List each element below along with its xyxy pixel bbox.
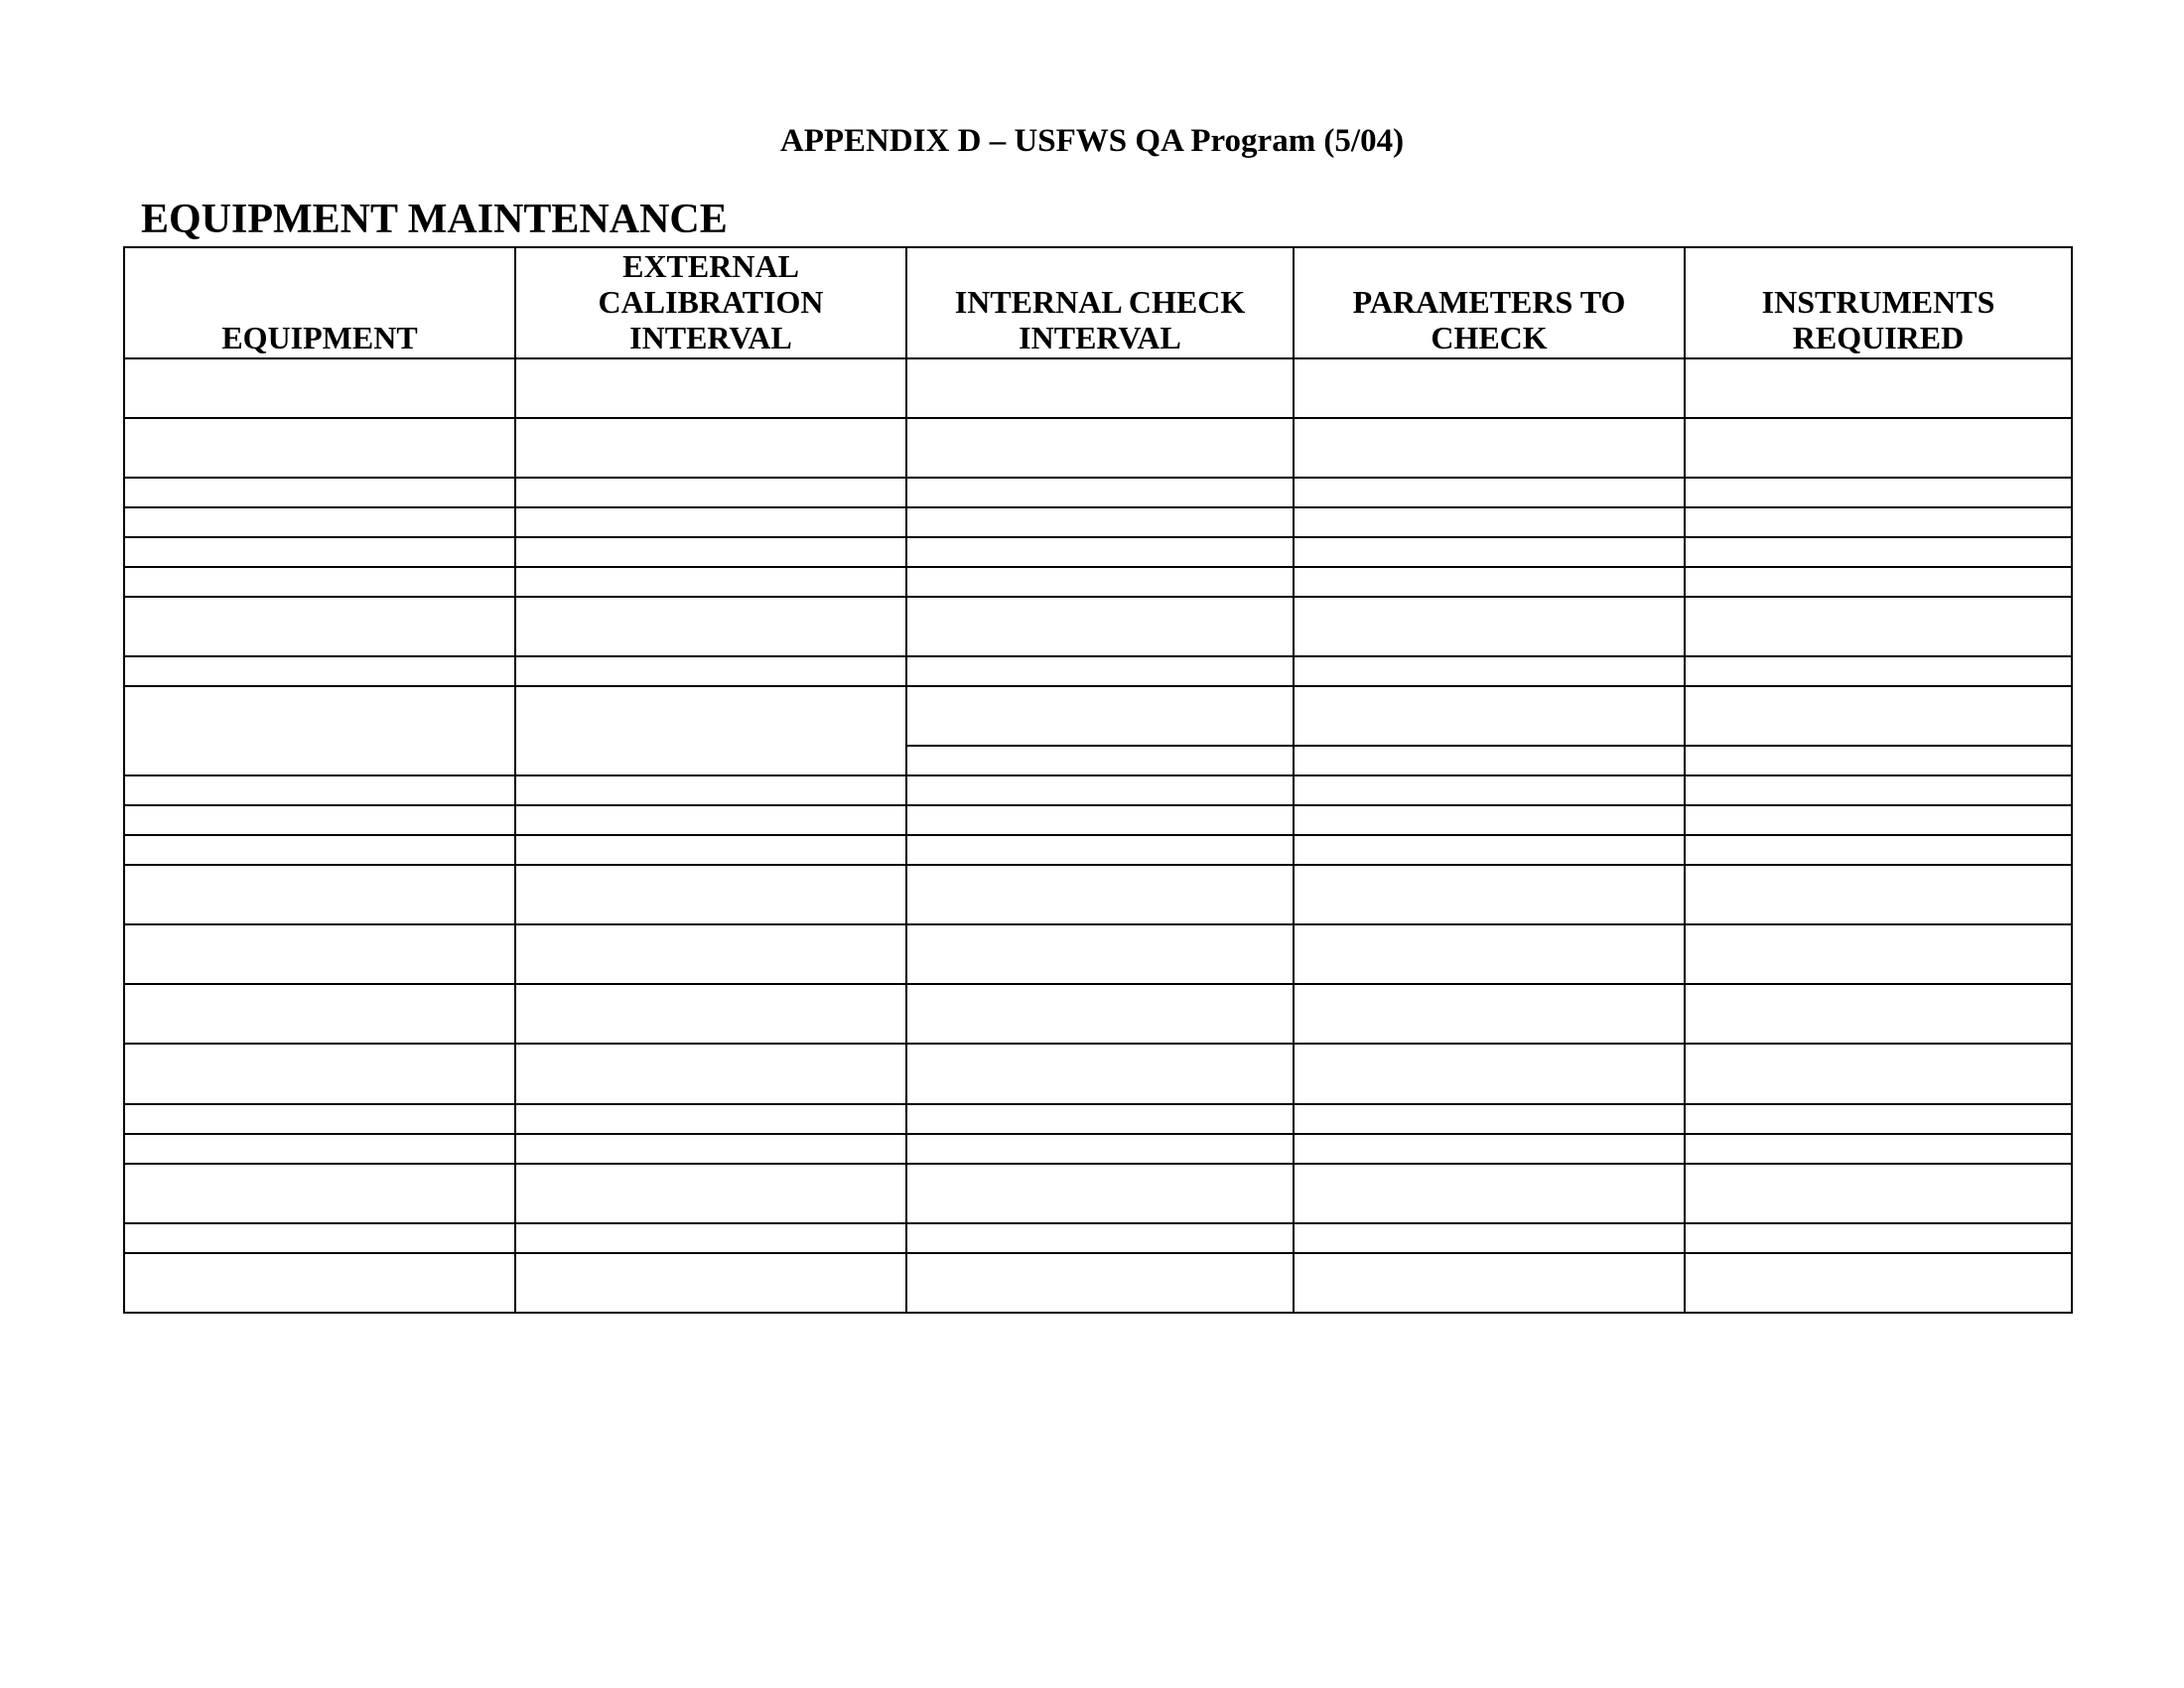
table-cell[interactable] [124, 478, 515, 507]
table-cell[interactable] [906, 1253, 1294, 1313]
table-row [124, 984, 2072, 1044]
table-cell[interactable] [906, 537, 1294, 567]
table-cell[interactable] [1294, 567, 1685, 597]
table-cell[interactable] [515, 478, 906, 507]
table-cell[interactable] [1685, 597, 2072, 656]
column-header-internal-check-interval: INTERNAL CHECK INTERVAL [906, 247, 1294, 358]
table-cell[interactable] [906, 1223, 1294, 1253]
table-row [124, 805, 2072, 835]
table-cell[interactable] [124, 924, 515, 984]
table-cell[interactable] [906, 805, 1294, 835]
table-cell[interactable] [906, 686, 1294, 746]
table-cell[interactable] [124, 358, 515, 418]
table-cell[interactable] [124, 567, 515, 597]
table-cell[interactable] [1294, 507, 1685, 537]
table-cell[interactable] [515, 1253, 906, 1313]
table-cell[interactable] [906, 1134, 1294, 1164]
page-header: APPENDIX D – USFWS QA Program (5/04) [779, 123, 1405, 159]
table-cell[interactable] [515, 1044, 906, 1104]
table-cell[interactable] [124, 1223, 515, 1253]
table-row [124, 418, 2072, 478]
table-cell[interactable] [124, 1253, 515, 1313]
table-cell[interactable] [1294, 358, 1685, 418]
table-cell[interactable] [1685, 478, 2072, 507]
table-cell[interactable] [906, 865, 1294, 924]
table-cell-merged[interactable] [515, 686, 906, 775]
table-cell[interactable] [515, 358, 906, 418]
table-cell[interactable] [906, 1104, 1294, 1134]
table-cell[interactable] [906, 358, 1294, 418]
table-cell[interactable] [515, 1223, 906, 1253]
table-cell[interactable] [1685, 507, 2072, 537]
table-cell[interactable] [1294, 1164, 1685, 1223]
table-cell[interactable] [515, 835, 906, 865]
table-row [124, 1104, 2072, 1134]
table-row [124, 656, 2072, 686]
column-header-parameters-to-check: PARAMETERS TO CHECK [1294, 247, 1685, 358]
table-cell[interactable] [1685, 1164, 2072, 1223]
table-cell[interactable] [124, 775, 515, 805]
table-cell[interactable] [1685, 865, 2072, 924]
table-cell[interactable] [906, 418, 1294, 478]
table-cell[interactable] [124, 537, 515, 567]
table-cell[interactable] [1294, 656, 1685, 686]
table-row [124, 686, 2072, 746]
table-cell[interactable] [1685, 1134, 2072, 1164]
table-cell[interactable] [1294, 865, 1685, 924]
table-cell[interactable] [124, 1104, 515, 1134]
table-cell[interactable] [1294, 775, 1685, 805]
table-cell[interactable] [124, 656, 515, 686]
table-row [124, 597, 2072, 656]
table-cell[interactable] [515, 1104, 906, 1134]
table-cell[interactable] [515, 656, 906, 686]
table-row [124, 1164, 2072, 1223]
table-cell[interactable] [515, 507, 906, 537]
table-cell[interactable] [124, 1134, 515, 1164]
table-cell[interactable] [515, 567, 906, 597]
table-cell[interactable] [1685, 1104, 2072, 1134]
table-cell[interactable] [1294, 1223, 1685, 1253]
table-row [124, 835, 2072, 865]
table-cell[interactable] [906, 597, 1294, 656]
table-cell-merged[interactable] [124, 686, 515, 775]
table-cell[interactable] [906, 1044, 1294, 1104]
table-cell[interactable] [515, 1134, 906, 1164]
table-cell[interactable] [515, 805, 906, 835]
column-header-external-calibration-interval: EXTERNAL CALIBRATION INTERVAL [515, 247, 906, 358]
equipment-maintenance-table [123, 246, 2073, 1314]
table-row [124, 865, 2072, 924]
table-cell[interactable] [124, 865, 515, 924]
table-row [124, 537, 2072, 567]
table-cell[interactable] [1294, 418, 1685, 478]
table-cell[interactable] [1294, 1253, 1685, 1313]
table-cell[interactable] [1294, 537, 1685, 567]
table-cell[interactable] [1294, 805, 1685, 835]
table-cell[interactable] [515, 984, 906, 1044]
table-cell[interactable] [906, 835, 1294, 865]
table-cell[interactable] [124, 507, 515, 537]
table-cell[interactable] [906, 746, 1294, 775]
table-cell[interactable] [906, 924, 1294, 984]
table-cell[interactable] [515, 924, 906, 984]
table-cell[interactable] [1294, 1104, 1685, 1134]
table-cell[interactable] [124, 1044, 515, 1104]
table-cell[interactable] [1685, 1223, 2072, 1253]
column-header-equipment: EQUIPMENT [124, 247, 515, 358]
table-cell[interactable] [1685, 1253, 2072, 1313]
table-cell[interactable] [515, 537, 906, 567]
table-cell[interactable] [515, 865, 906, 924]
table-cell[interactable] [515, 1164, 906, 1223]
table-row [124, 1134, 2072, 1164]
table-cell[interactable] [1685, 418, 2072, 478]
table-row [124, 775, 2072, 805]
table-cell[interactable] [906, 775, 1294, 805]
table-row [124, 567, 2072, 597]
table-header-row [124, 247, 2072, 358]
table-cell[interactable] [515, 418, 906, 478]
table-cell[interactable] [906, 507, 1294, 537]
table-cell[interactable] [1294, 1134, 1685, 1164]
table-cell[interactable] [906, 656, 1294, 686]
table-cell[interactable] [1685, 835, 2072, 865]
table-cell[interactable] [515, 775, 906, 805]
table-cell[interactable] [1294, 924, 1685, 984]
table-cell[interactable] [124, 984, 515, 1044]
table-row [124, 1044, 2072, 1104]
table-cell[interactable] [1685, 567, 2072, 597]
table-cell[interactable] [1685, 984, 2072, 1044]
table-cell[interactable] [1685, 1044, 2072, 1104]
table-cell[interactable] [1685, 656, 2072, 686]
table-cell[interactable] [1294, 1044, 1685, 1104]
equipment-maintenance-table-wrap [123, 246, 2071, 1314]
table-cell[interactable] [906, 478, 1294, 507]
table-cell[interactable] [1685, 746, 2072, 775]
table-cell[interactable] [124, 597, 515, 656]
table-cell[interactable] [515, 597, 906, 656]
table-cell[interactable] [906, 1164, 1294, 1223]
table-cell[interactable] [124, 1164, 515, 1223]
table-cell[interactable] [1294, 746, 1685, 775]
table-cell[interactable] [1294, 984, 1685, 1044]
table-cell[interactable] [906, 567, 1294, 597]
table-cell[interactable] [1685, 805, 2072, 835]
table-row [124, 1223, 2072, 1253]
table-row [124, 507, 2072, 537]
table-cell[interactable] [124, 418, 515, 478]
section-title: EQUIPMENT MAINTENANCE [141, 197, 728, 242]
table-cell[interactable] [1294, 835, 1685, 865]
table-cell[interactable] [906, 984, 1294, 1044]
table-row [124, 358, 2072, 418]
table-cell[interactable] [1685, 775, 2072, 805]
table-cell[interactable] [1294, 478, 1685, 507]
table-row [124, 478, 2072, 507]
table-cell[interactable] [124, 805, 515, 835]
column-header-instruments-required: INSTRUMENTS REQUIRED [1685, 247, 2072, 358]
table-cell[interactable] [1294, 686, 1685, 746]
table-cell[interactable] [124, 835, 515, 865]
table-row [124, 924, 2072, 984]
table-cell[interactable] [1685, 358, 2072, 418]
table-cell[interactable] [1685, 924, 2072, 984]
table-row [124, 1253, 2072, 1313]
table-cell[interactable] [1685, 537, 2072, 567]
table-cell[interactable] [1685, 686, 2072, 746]
table-cell[interactable] [1294, 597, 1685, 656]
